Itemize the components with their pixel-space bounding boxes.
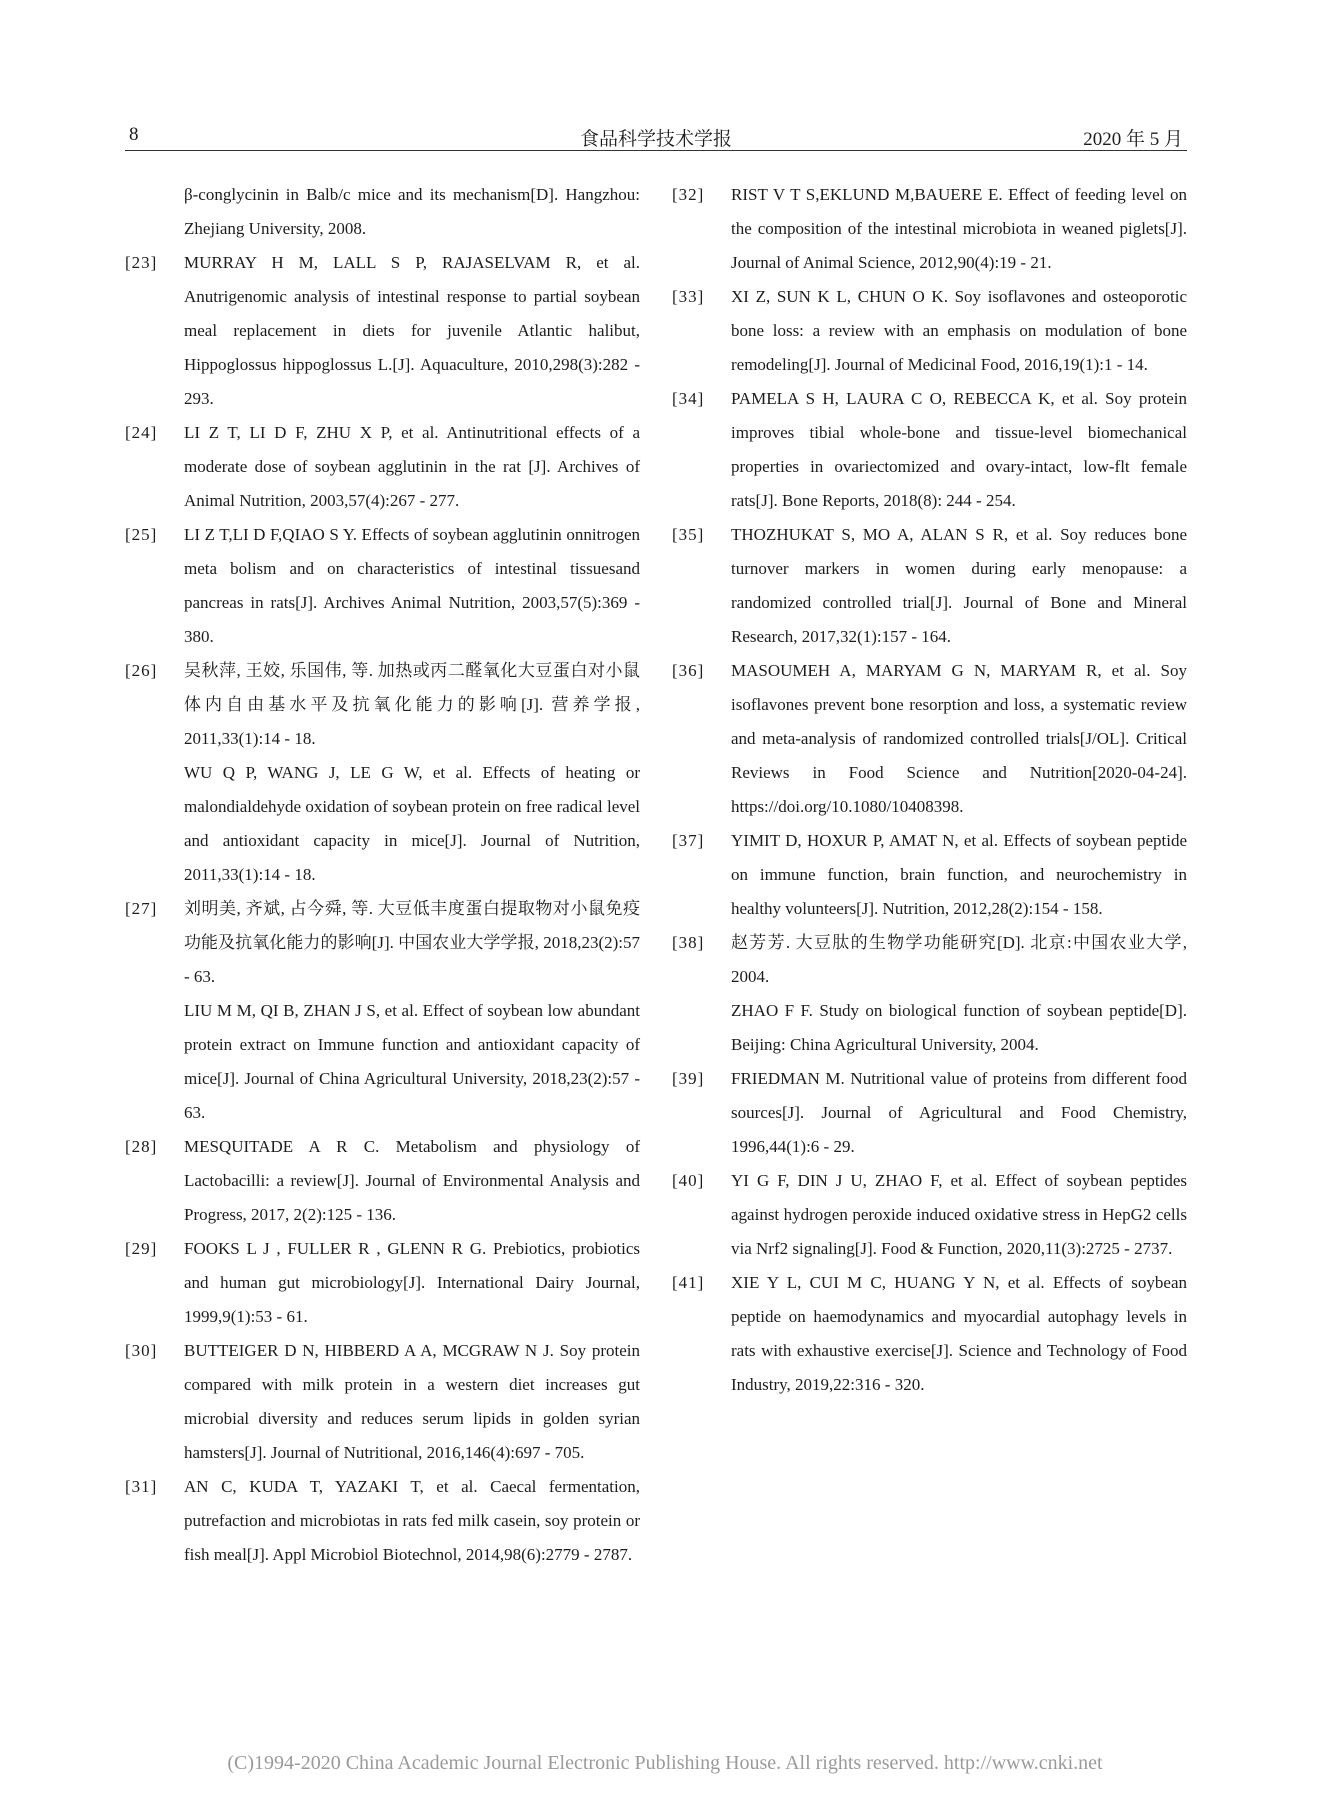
reference-entry [672,382,1187,518]
reference-number: [31] [125,1477,158,1496]
page-number: 8 [129,124,139,145]
reference-number: [25] [125,525,158,544]
reference-entry [672,178,1187,280]
reference-entry [125,1470,640,1572]
reference-number: [35] [672,525,705,544]
reference-entry [672,824,1187,926]
journal-title: 食品科学技术学报 [579,129,732,150]
reference-entry [672,1062,1187,1164]
reference-text: THOZHUKAT S, MO A, ALAN S R, et al. Soy reduces bone turnover markers in women during early menopause: a randomized controlled trial[J]. Journal of Bone and Mineral Research, 2017,32(1):157 - 164. [731,525,1187,646]
reference-text: MASOUMEH A, MARYAM G N, MARYAM R, et al. Soy isoflavones prevent bone resorption and loss, a systematic review and meta-analysis of randomized controlled trials[J/OL]. Critical Reviews in Food Science and Nutrition[2020-04-24]. https://doi.org/10.1080/10408398. [731,661,1187,816]
issue-date: 2020 年 5 月 [1083,129,1183,150]
reference-number: [27] [125,899,158,918]
reference-column-right [672,178,1187,1402]
reference-entry [125,416,640,518]
reference-entry [672,1266,1187,1402]
reference-text: XI Z, SUN K L, CHUN O K. Soy isoflavones and osteoporotic bone loss: a review with an emphasis on modulation of bone remodeling[J]. Journal of Medicinal Food, 2016,19(1):1 - 14. [731,287,1187,374]
reference-text: MURRAY H M, LALL S P, RAJASELVAM R, et al. Anutrigenomic analysis of intestinal response to partial soybean meal replacement in diets for juvenile Atlantic halibut, Hippoglossus hippoglossus L.[J]. Aquaculture, 2010,298(3):282 - 293. [184,253,640,408]
reference-number: [41] [672,1273,705,1292]
reference-text: 赵芳芳. 大豆肽的生物学功能研究[D]. 北京:中国农业大学, 2004. [731,933,1187,986]
reference-number: [24] [125,423,158,442]
reference-number: [38] [672,933,705,952]
reference-text: LI Z T,LI D F,QIAO S Y. Effects of soybean agglutinin onnitrogen meta bolism and on characteristics of intestinal tissuesand pancreas in rats[J]. Archives Animal Nutrition, 2003,57(5):369 - 380. [184,525,640,646]
reference-english-translation: WU Q P, WANG J, LE G W, et al. Effects of heating or malondialdehyde oxidation of soybean protein on free radical level and antioxidant capacity in mice[J]. Journal of Nutrition, 2011,33(1):14 - 18. [184,763,641,884]
reference-text: BUTTEIGER D N, HIBBERD A A, MCGRAW N J. Soy protein compared with milk protein in a western diet increases gut microbial diversity and reduces serum lipids in golden syrian hamsters[J]. Journal of Nutritional, 2016,146(4):697 - 705. [184,1341,640,1462]
reference-entry [125,518,640,654]
reference-text: 吴秋萍, 王姣, 乐国伟, 等. 加热或丙二醛氧化大豆蛋白对小鼠体内自由基水平及抗氧化能力的影响[J]. 营养学报, 2011,33(1):14 - 18. [184,661,640,748]
reference-number: [23] [125,253,158,272]
reference-english-translation: ZHAO F F. Study on biological function of soybean peptide[D]. Beijing: China Agricultural University, 2004. [731,1001,1187,1054]
reference-entry [672,518,1187,654]
copyright-footer: (C)1994-2020 China Academic Journal Electronic Publishing House. All rights reserved. http://www.cnki.net [227,1752,1103,1774]
reference-entry [125,1232,640,1334]
reference-text: AN C, KUDA T, YAZAKI T, et al. Caecal fermentation, putrefaction and microbiotas in rats fed milk casein, soy protein or fish meal[J]. Appl Microbiol Biotechnol, 2014,98(6):2779 - 2787. [184,1477,640,1564]
reference-number: [30] [125,1341,158,1360]
reference-text: XIE Y L, CUI M C, HUANG Y N, et al. Effects of soybean peptide on haemodynamics and myocardial autophagy levels in rats with exhaustive exercise[J]. Science and Technology of Food Industry, 2019,22:316 - 320. [731,1273,1187,1394]
reference-number: [36] [672,661,705,680]
reference-text: RIST V T S,EKLUND M,BAUERE E. Effect of feeding level on the composition of the intestinal microbiota in weaned piglets[J]. Journal of Animal Science, 2012,90(4):19 - 21. [731,185,1187,272]
reference-entry [672,926,1187,1062]
reference-text: 刘明美, 齐斌, 占今舜, 等. 大豆低丰度蛋白提取物对小鼠免疫功能及抗氧化能力的影响[J]. 中国农业大学学报, 2018,23(2):57 - 63. [184,899,640,986]
reference-text: β-conglycinin in Balb/c mice and its mechanism[D]. Hangzhou: Zhejiang University, 2008. [184,185,640,238]
reference-text: PAMELA S H, LAURA C O, REBECCA K, et al. Soy protein improves tibial whole-bone and tissue-level biomechanical properties in ovariectomized and ovary-intact, low-flt female rats[J]. Bone Reports, 2018(8): 244 - 254. [731,389,1187,510]
reference-entry [125,1130,640,1232]
reference-column-left [125,178,640,1572]
reference-entry [125,178,640,246]
reference-number: [40] [672,1171,705,1190]
reference-text: YIMIT D, HOXUR P, AMAT N, et al. Effects of soybean peptide on immune function, brain function, and neurochemistry in healthy volunteers[J]. Nutrition, 2012,28(2):154 - 158. [731,831,1187,918]
reference-entry [672,1164,1187,1266]
reference-text: MESQUITADE A R C. Metabolism and physiology of Lactobacilli: a review[J]. Journal of Environmental Analysis and Progress, 2017, 2(2):125 - 136. [184,1137,640,1224]
reference-text: YI G F, DIN J U, ZHAO F, et al. Effect of soybean peptides against hydrogen peroxide induced oxidative stress in HepG2 cells via Nrf2 signaling[J]. Food & Function, 2020,11(3):2725 - 2737. [731,1171,1187,1258]
reference-entry [672,280,1187,382]
reference-text: FRIEDMAN M. Nutritional value of proteins from different food sources[J]. Journal of Agricultural and Food Chemistry, 1996,44(1):6 - 29. [731,1069,1187,1156]
reference-number: [26] [125,661,158,680]
reference-entry [125,892,640,1130]
reference-number: [28] [125,1137,158,1156]
reference-entry [125,654,640,892]
reference-entry [672,654,1187,824]
reference-number: [39] [672,1069,705,1088]
reference-entry [125,1334,640,1470]
reference-number: [32] [672,185,705,204]
reference-number: [34] [672,389,705,408]
reference-number: [37] [672,831,705,850]
reference-number: [29] [125,1239,158,1258]
page-header [125,120,1187,151]
reference-english-translation: LIU M M, QI B, ZHAN J S, et al. Effect of soybean low abundant protein extract on Immune function and antioxidant capacity of mice[J]. Journal of China Agricultural University, 2018,23(2):57 - 63. [184,1001,640,1122]
reference-text: FOOKS L J , FULLER R , GLENN R G. Prebiotics, probiotics and human gut microbiology[J]. International Dairy Journal, 1999,9(1):53 - 61. [184,1239,640,1326]
reference-number: [33] [672,287,705,306]
reference-entry [125,246,640,416]
reference-text: LI Z T, LI D F, ZHU X P, et al. Antinutritional effects of a moderate dose of soybean agglutinin in the rat [J]. Archives of Animal Nutrition, 2003,57(4):267 - 277. [184,423,640,510]
